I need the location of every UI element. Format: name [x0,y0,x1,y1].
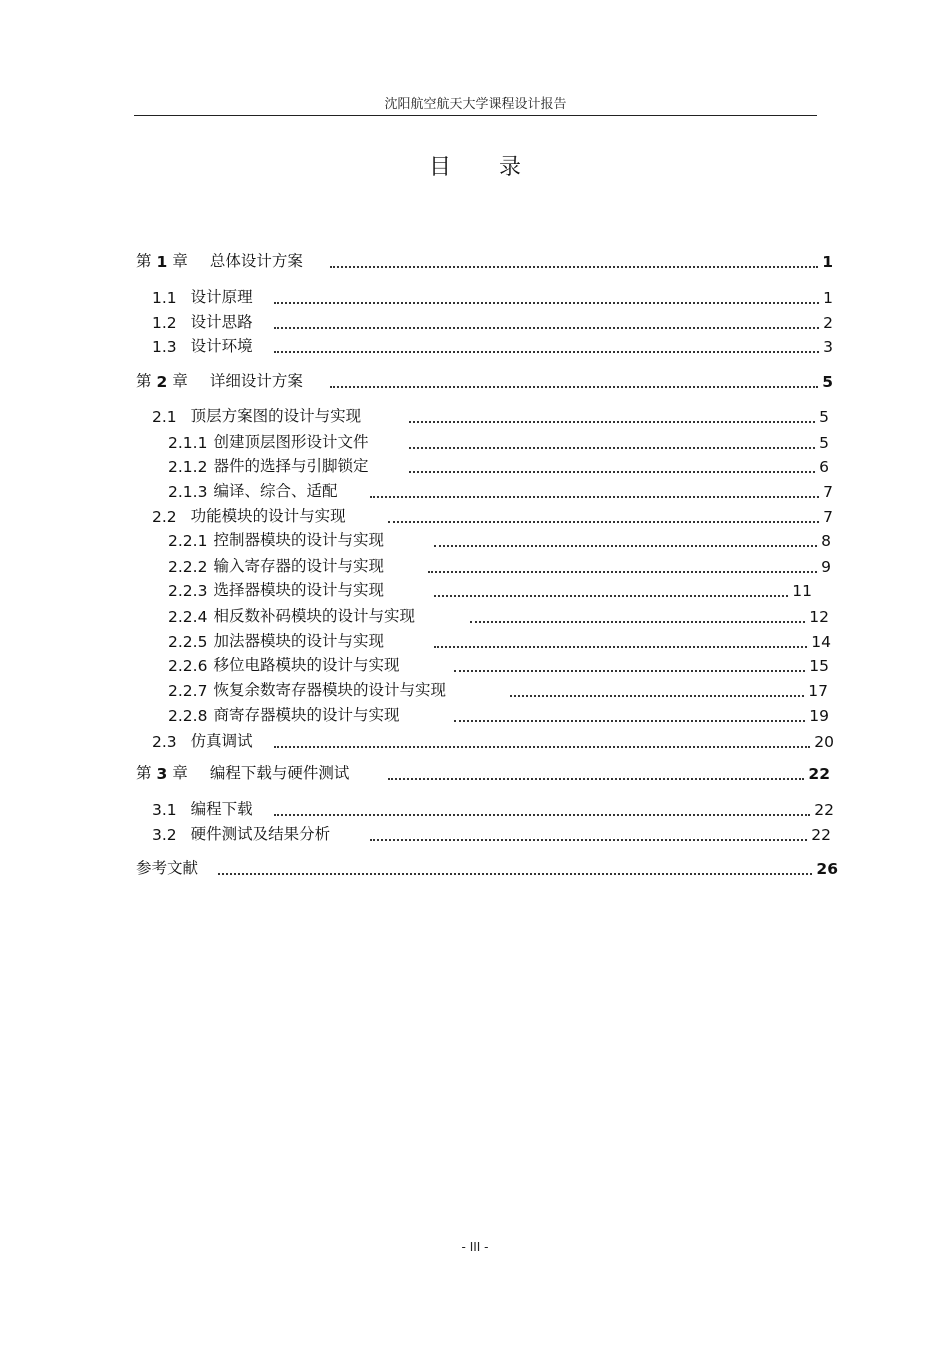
dot-leader [274,315,819,329]
toc-entry-title: 编译、综合、适配 [213,482,338,500]
dot-leader [370,484,819,498]
toc-entry-page: 5 [819,408,829,426]
toc-entry-number: 2.1.3 [168,483,208,501]
dot-leader [330,254,818,268]
dot-leader [454,708,805,722]
toc-entry-number: 2.2.4 [168,608,208,626]
toc-entry-page: 22 [814,801,834,819]
toc-entry-number: 2.1.1 [168,434,208,452]
toc-entry[interactable] [152,285,833,307]
toc-entry-page: 26 [816,860,838,878]
toc-entry-title: 创建顶层图形设计文件 [213,433,369,451]
toc-entry[interactable] [152,404,829,426]
toc-entry-number: 2.3 [152,733,177,751]
toc-entry-number: 3 [156,765,168,783]
toc-entry[interactable] [168,629,831,651]
toc-title [0,150,950,181]
toc-title-left: 目 [428,155,451,180]
toc-entry-page: 1 [823,289,833,307]
toc-entry-title: 硬件测试及结果分析 [190,825,331,843]
toc-chapter-suffix: 章 [172,252,188,270]
toc-chapter-suffix: 章 [172,764,188,782]
toc-entry[interactable] [168,678,828,700]
toc-entry-number: 2.2 [152,508,177,526]
toc-entry-page: 14 [811,633,831,651]
toc-entry-page: 3 [823,338,833,356]
toc-entry[interactable] [168,430,829,452]
toc-entry-page: 17 [808,682,828,700]
toc-entry-title: 器件的选择与引脚锁定 [213,457,369,475]
toc-entry-title: 功能模块的设计与实现 [190,507,346,525]
toc-entry-page: 6 [819,458,829,476]
dot-leader [454,658,805,672]
toc-entry-page: 15 [809,657,829,675]
toc-entry-number: 2.2.7 [168,682,208,700]
toc-entry-title: 加法器模块的设计与实现 [213,632,384,650]
dot-leader [470,609,805,623]
toc-entry-title: 设计环境 [190,337,253,355]
toc-entry-title: 总体设计方案 [209,252,303,270]
toc-entry-title: 仿真调试 [190,732,253,750]
dot-leader [409,409,815,423]
toc-entry[interactable] [168,703,829,725]
toc-entry-title: 设计思路 [190,313,253,331]
toc-entry[interactable] [168,604,829,626]
toc-entry-number: 1.3 [152,338,177,356]
toc-entry[interactable] [136,856,838,878]
toc-entry-title: 恢复余数寄存器模块的设计与实现 [213,681,446,699]
toc-entry-number: 2 [156,373,168,391]
toc-entry-title: 详细设计方案 [209,372,303,390]
toc-entry[interactable] [136,761,830,783]
toc-entry[interactable] [168,454,829,476]
toc-entry-number: 2.2.6 [168,657,208,675]
running-header: 沈阳航空航天大学课程设计报告 [384,97,567,112]
toc-entry-title: 设计原理 [190,288,253,306]
toc-entry-number: 3.2 [152,826,177,844]
dot-leader [388,766,804,780]
toc-entry-page: 1 [822,253,833,271]
toc-chapter-prefix: 第 [136,252,152,270]
toc-entry-page: 7 [823,483,833,501]
toc-chapter-suffix: 章 [172,372,188,390]
toc-entry-page: 5 [819,434,829,452]
dot-leader [409,459,815,473]
toc-entry-page: 19 [809,707,829,725]
toc-entry-title: 编程下载 [190,800,253,818]
toc-entry-number: 2.2.3 [168,582,208,600]
toc-entry[interactable] [168,578,812,600]
toc-entry-page: 11 [792,582,812,600]
toc-entry[interactable] [152,504,833,526]
toc-entry[interactable] [136,249,833,271]
toc-entry-page: 2 [823,314,833,332]
toc-entry-page: 5 [822,373,833,391]
toc-entry-page: 22 [808,765,830,783]
dot-leader [434,634,807,648]
toc-entry-title: 相反数补码模块的设计与实现 [213,607,415,625]
toc-entry-number: 2.1.2 [168,458,208,476]
toc-chapter-prefix: 第 [136,372,152,390]
toc-title-right: 录 [499,155,522,180]
toc-entry-page: 12 [809,608,829,626]
toc-entry-page: 22 [811,826,831,844]
header-rule [134,115,817,116]
page-number: - III - [461,1240,489,1254]
toc-entry-number: 2.1 [152,408,177,426]
toc-entry[interactable] [152,310,833,332]
toc-entry[interactable] [152,334,833,356]
dot-leader [388,509,819,523]
dot-leader [274,339,819,353]
toc-entry[interactable] [136,369,833,391]
toc-entry-number: 1.1 [152,289,177,307]
toc-entry-number: 2.2.2 [168,558,208,576]
dot-leader [428,559,817,573]
dot-leader [330,374,818,388]
toc-entry-page: 20 [814,733,834,751]
toc-entry-title: 选择器模块的设计与实现 [213,581,384,599]
toc-entry-number: 2.2.1 [168,532,208,550]
dot-leader [434,583,788,597]
toc-entry-title: 控制器模块的设计与实现 [213,531,384,549]
dot-leader [274,290,819,304]
dot-leader [409,435,815,449]
toc-entry-page: 7 [823,508,833,526]
toc-entry-number: 2.2.5 [168,633,208,651]
toc-entry[interactable] [168,554,831,576]
toc-entry-page: 9 [821,558,831,576]
dot-leader [370,827,807,841]
toc-entry-number: 2.2.8 [168,707,208,725]
toc-entry-title: 商寄存器模块的设计与实现 [213,706,400,724]
dot-leader [274,734,810,748]
toc-entry-page: 8 [821,532,831,550]
toc-entry-title: 参考文献 [136,859,199,877]
dot-leader [218,861,812,875]
toc-entry-title: 编程下载与硬件测试 [209,764,350,782]
toc-entry-number: 3.1 [152,801,177,819]
dot-leader [434,533,817,547]
toc-entry[interactable] [168,653,829,675]
toc-entry[interactable] [168,528,831,550]
dot-leader [274,802,810,816]
toc-entry-number: 1 [156,253,168,271]
toc-entry-title: 顶层方案图的设计与实现 [190,407,362,425]
toc-entry-title: 输入寄存器的设计与实现 [213,557,384,575]
toc-entry-number: 1.2 [152,314,177,332]
toc-entry[interactable] [152,797,834,819]
toc-entry[interactable] [152,822,831,844]
toc-entry-title: 移位电路模块的设计与实现 [213,656,400,674]
toc-chapter-prefix: 第 [136,764,152,782]
toc-entry[interactable] [152,729,834,751]
dot-leader [510,683,804,697]
toc-entry[interactable] [168,479,833,501]
